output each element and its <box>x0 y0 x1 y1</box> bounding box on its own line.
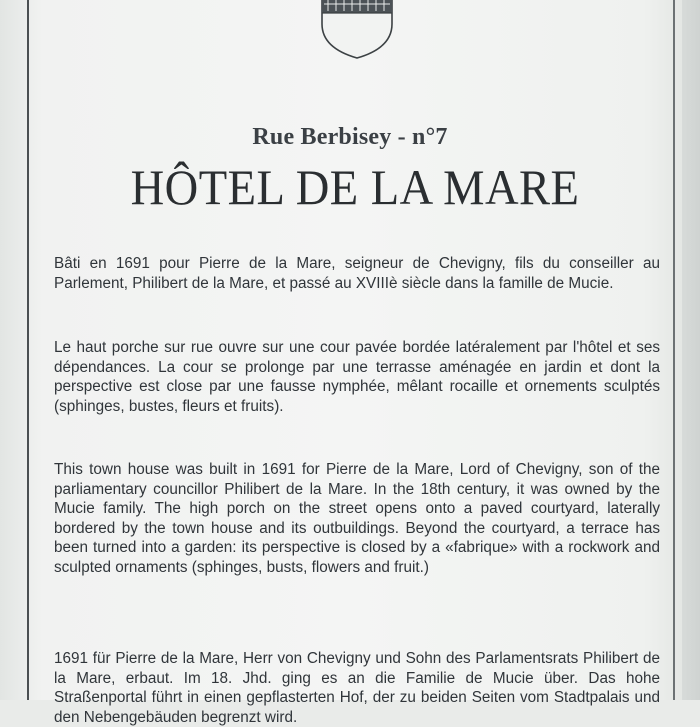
french-paragraph-1: Bâti en 1691 pour Pierre de la Mare, seigneur de Chevigny, fils du conseiller au Parlement, Philibert de la Mare, et passé au XVIIIè siècle dans la famille de Mucie. <box>54 255 660 292</box>
street-address: Rue Berbisey - n°7 <box>252 124 448 150</box>
plaque-frame-left <box>27 0 29 700</box>
english-paragraph: This town house was built in 1691 for Pierre de la Mare, Lord of Chevigny, son of the parliamentary councillor Philibert de la Mare. In the 18th century, it was owned by the Mucie family. The high porch on the street opens onto a paved courtyard, laterally bordered by the town house and its outbuildings. Beyond the courtyard, a terrace has been turned into a garden: its perspective is closed by a «fabrique» with a rockwork and sculpted ornaments (sphinges, busts, flowers and fruit.) <box>54 461 660 576</box>
plaque-frame-right <box>673 0 675 700</box>
building-title: HÔTEL DE LA MARE <box>130 159 580 215</box>
plaque-edge <box>682 0 700 700</box>
german-paragraph: 1691 für Pierre de la Mare, Herr von Chevigny und Sohn des Parlamentsrats Philibert de la Mare, erbaut. Im 18. Jhd. ging es an die Familie de Mucie über. Das hohe Straßenportal führt in einen gepflasterten Hof, der zu beiden Seiten vom Stadtpalais und den Nebengebäuden begrenzt wird. <box>54 650 660 726</box>
french-paragraph-2: Le haut porche sur rue ouvre sur une cour pavée bordée latéralement par l'hôtel et ses dépendances. La cour se prolonge par une terrasse aménagée en jardin et dont la perspective est close par une fausse nymphée, mêlant rocaille et ornements sculptés (sphinges, bustes, fleurs et fruits). <box>54 339 660 415</box>
coat-of-arms-icon <box>318 0 396 60</box>
